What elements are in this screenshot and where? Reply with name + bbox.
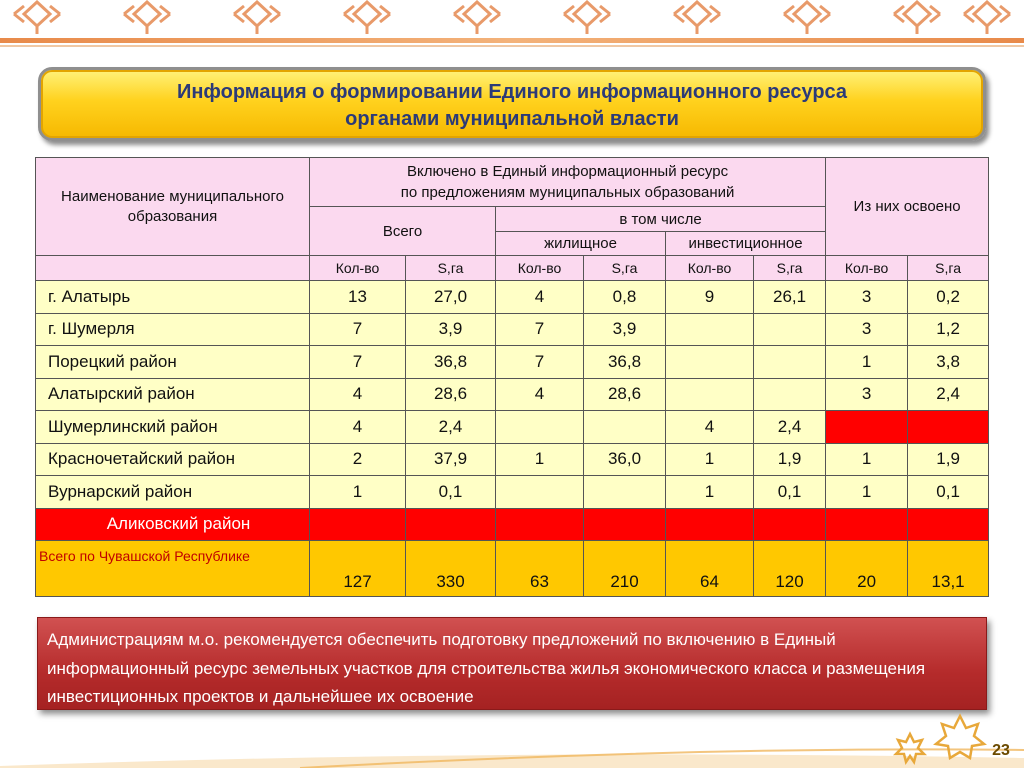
header-count: Кол-во [826,256,908,281]
ornament-divider-thin [0,45,1024,47]
cell: 1 [496,443,584,476]
row-name: г. Шумерля [36,313,310,346]
table-row [36,346,989,379]
header-total: Всего [310,207,496,256]
cell: 1 [666,443,754,476]
header-included-line-2: по предложениям муниципальных образований [400,184,735,201]
cell [754,378,826,411]
cell: 1,2 [908,313,989,346]
bottom-swoosh-decoration [0,738,1024,768]
ornament-icon [450,0,504,36]
cell-highlight [666,508,754,541]
header-including: в том числе [496,207,826,232]
title-line-1: Информация о формировании Единого информационного ресурса [176,81,848,103]
cell: 7 [310,346,406,379]
cell: 2 [310,443,406,476]
header-area: S,га [406,256,496,281]
cell: 4 [310,411,406,444]
table-row [36,378,989,411]
header-count: Кол-во [310,256,406,281]
slide-title [38,67,986,141]
cell-highlight [310,508,406,541]
cell: 3,9 [406,313,496,346]
header-area: S,га [584,256,666,281]
header-area: S,га [908,256,989,281]
ornament-divider [0,38,1024,43]
cell-highlight [406,508,496,541]
cell: 7 [310,313,406,346]
total-cell: 127 [310,541,406,597]
cell: 26,1 [754,281,826,314]
row-name: Красночетайский район [36,443,310,476]
cell-highlight [584,508,666,541]
cell: 4 [496,378,584,411]
cell-highlight [826,411,908,444]
cell: 0,8 [584,281,666,314]
cell [496,411,584,444]
cell-highlight [908,508,989,541]
cell: 2,4 [908,378,989,411]
cell: 28,6 [406,378,496,411]
header-investment: инвестиционное [666,232,826,256]
cell: 36,0 [584,443,666,476]
ornament-icon [960,0,1014,36]
cell: 7 [496,346,584,379]
total-cell: 13,1 [908,541,989,597]
cell: 36,8 [584,346,666,379]
cell: 3,8 [908,346,989,379]
cell: 0,1 [908,476,989,509]
cell: 13 [310,281,406,314]
cell-highlight [908,411,989,444]
header-mastered: Из них освоено [826,158,989,256]
recommendation-note: Администрациям м.о. рекомендуется обеспечить подготовку предложений по включению в Единый информационный ресурс земельных участков для строительства жилья экономического класса и размещения инвестиционных проектов и дальнейшее их освоение [37,617,987,710]
cell: 4 [666,411,754,444]
cell-highlight [754,508,826,541]
table-row [36,443,989,476]
ornament-icon [560,0,614,36]
row-name: Шумерлинский район [36,411,310,444]
table-total-row [36,541,989,597]
page-number: 23 [992,742,1010,759]
header-municipality-label: Наименование муниципального образования [61,187,284,225]
cell [666,378,754,411]
cell: 0,1 [754,476,826,509]
total-cell: 330 [406,541,496,597]
row-name: Алатырский район [36,378,310,411]
cell: 9 [666,281,754,314]
table-row [36,281,989,314]
cell: 3 [826,378,908,411]
cell [666,346,754,379]
cell [666,313,754,346]
ornament-icon [10,0,64,36]
cell: 1 [826,476,908,509]
total-cell: 120 [754,541,826,597]
ornament-icon [890,0,944,36]
cell: 3 [826,281,908,314]
cell-highlight [496,508,584,541]
cell: 1,9 [754,443,826,476]
cell [584,476,666,509]
cell: 3,9 [584,313,666,346]
total-cell: 63 [496,541,584,597]
table-row [36,411,989,444]
row-name: Вурнарский район [36,476,310,509]
cell: 4 [310,378,406,411]
cell: 1,9 [908,443,989,476]
cell [496,476,584,509]
total-cell: 20 [826,541,908,597]
header-municipality [36,158,310,256]
header-area: S,га [754,256,826,281]
table-row [36,508,989,541]
cell: 3 [826,313,908,346]
total-cell: 210 [584,541,666,597]
cell: 1 [826,443,908,476]
cell: 0,2 [908,281,989,314]
cell: 1 [310,476,406,509]
cell [754,346,826,379]
ornament-icon [670,0,724,36]
cell: 0,1 [406,476,496,509]
cell: 2,4 [406,411,496,444]
row-name: Порецкий район [36,346,310,379]
header-housing: жилищное [496,232,666,256]
cell: 1 [666,476,754,509]
header-count: Кол-во [496,256,584,281]
ornament-icon [780,0,834,36]
cell: 1 [826,346,908,379]
cell [584,411,666,444]
cell: 4 [496,281,584,314]
cell: 2,4 [754,411,826,444]
cell: 7 [496,313,584,346]
total-name: Всего по Чувашской Республике [36,541,310,597]
row-name: г. Алатырь [36,281,310,314]
ornament-icon [120,0,174,36]
cell: 28,6 [584,378,666,411]
land-resource-table [35,157,989,597]
header-empty [36,256,310,281]
cell: 37,9 [406,443,496,476]
cell: 27,0 [406,281,496,314]
table-row [36,313,989,346]
cell: 36,8 [406,346,496,379]
header-count: Кол-во [666,256,754,281]
total-cell: 64 [666,541,754,597]
table-row [36,476,989,509]
cell-highlight [826,508,908,541]
title-line-2: органами муниципальной власти [345,108,679,130]
row-name: Аликовский район [36,508,310,541]
ornament-icon [230,0,284,36]
header-included-line-1: Включено в Единый информационный ресурс [406,163,729,180]
cell [754,313,826,346]
header-included [310,158,826,207]
ornament-icon [340,0,394,36]
